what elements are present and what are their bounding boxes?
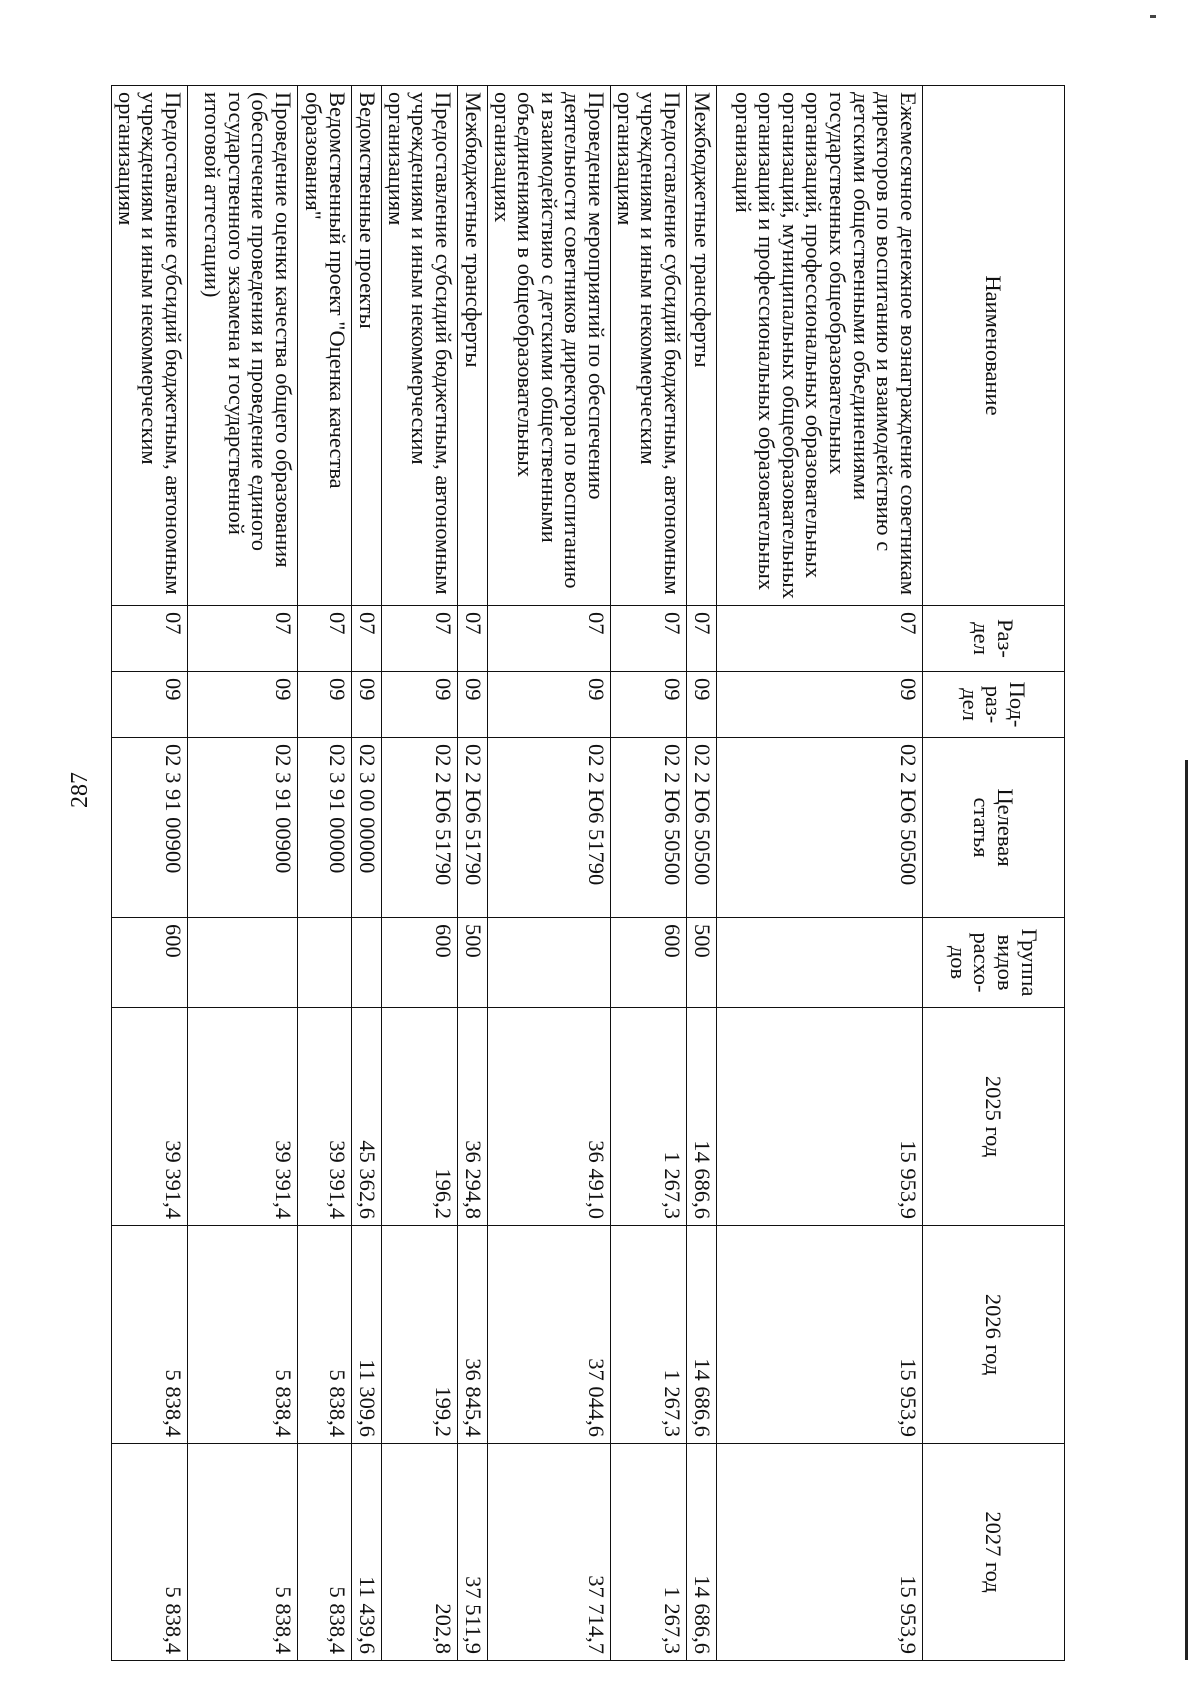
cell-target: 02 2 Ю6 50500 (611, 738, 687, 918)
cell-razdel: 07 (112, 606, 188, 672)
cell-2025: 36 294,8 (458, 1008, 488, 1226)
cell-target: 02 3 91 00900 (112, 738, 188, 918)
cell-razdel: 07 (382, 606, 458, 672)
cell-2026: 199,2 (382, 1226, 458, 1444)
cell-razdel: 07 (188, 606, 298, 672)
cell-razdel: 07 (717, 606, 923, 672)
cell-name: Межбюджетные трансферты (458, 86, 488, 606)
cell-2027: 11 439,6 (352, 1444, 382, 1661)
cell-podrazdel: 09 (458, 672, 488, 738)
cell-name: Предоставление субсидий бюджетным, автономным учреждениям и иным некоммерческим организациям (611, 86, 687, 606)
header-razdel: Раз- дел (923, 606, 1065, 672)
cell-target: 02 2 Ю6 51790 (458, 738, 488, 918)
cell-2027: 14 686,6 (687, 1444, 717, 1661)
cell-2027: 1 267,3 (611, 1444, 687, 1661)
cell-group (298, 918, 352, 1008)
cell-target: 02 2 Ю6 51790 (488, 738, 611, 918)
cell-2025: 45 362,6 (352, 1008, 382, 1226)
header-row (923, 86, 1065, 1661)
header-group: Группа видов расхо- дов (923, 918, 1065, 1008)
header-name: Наименование (923, 86, 1065, 606)
cell-name: Предоставление субсидий бюджетным, автономным учреждениям и иным некоммерческим организациям (112, 86, 188, 606)
cell-target: 02 3 00 00000 (352, 738, 382, 918)
table-row (717, 86, 923, 1661)
cell-target: 02 2 Ю6 50500 (687, 738, 717, 918)
cell-group: 600 (611, 918, 687, 1008)
cell-podrazdel: 09 (112, 672, 188, 738)
cell-2027: 5 838,4 (188, 1444, 298, 1661)
table-row (611, 86, 687, 1661)
cell-name: Ведомственные проекты (352, 86, 382, 606)
cell-name: Предоставление субсидий бюджетным, автономным учреждениям и иным некоммерческим организациям (382, 86, 458, 606)
page-number: 287 (67, 772, 93, 808)
cell-podrazdel: 09 (352, 672, 382, 738)
cell-razdel: 07 (687, 606, 717, 672)
scan-edge-line (1185, 760, 1188, 1660)
cell-2026: 5 838,4 (188, 1226, 298, 1444)
cell-2025: 39 391,4 (112, 1008, 188, 1226)
cell-group (352, 918, 382, 1008)
cell-group (717, 918, 923, 1008)
header-2027: 2027 год (923, 1444, 1065, 1661)
cell-podrazdel: 09 (611, 672, 687, 738)
cell-2027: 37 511,9 (458, 1444, 488, 1661)
cell-group: 600 (382, 918, 458, 1008)
header-target: Целевая статья (923, 738, 1065, 918)
table-row (188, 86, 298, 1661)
cell-group (488, 918, 611, 1008)
header-2025: 2025 год (923, 1008, 1065, 1226)
cell-podrazdel: 09 (188, 672, 298, 738)
cell-podrazdel: 09 (488, 672, 611, 738)
cell-razdel: 07 (488, 606, 611, 672)
cell-2026: 36 845,4 (458, 1226, 488, 1444)
cell-razdel: 07 (611, 606, 687, 672)
table-row (458, 86, 488, 1661)
table-body (112, 86, 923, 1661)
cell-2026: 14 686,6 (687, 1226, 717, 1444)
header-podrazdel: Под- раз- дел (923, 672, 1065, 738)
header-2026: 2026 год (923, 1226, 1065, 1444)
cell-name: Ежемесячное денежное вознаграждение советникам директоров по воспитанию и взаимодействию с детскими общественными объединениями государственных общеобразовательных организаций, профессиональных образовательных организаций, муниципальных общеобразовательных организаций и профессиональных образовательных организаций (717, 86, 923, 606)
cell-group: 500 (687, 918, 717, 1008)
cell-2025: 39 391,4 (188, 1008, 298, 1226)
cell-target: 02 2 Ю6 51790 (382, 738, 458, 918)
cell-name: Ведомственный проект "Оценка качества образования" (298, 86, 352, 606)
cell-2025: 39 391,4 (298, 1008, 352, 1226)
cell-2026: 15 953,9 (717, 1226, 923, 1444)
cell-2027: 202,8 (382, 1444, 458, 1661)
table-row (687, 86, 717, 1661)
cell-razdel: 07 (298, 606, 352, 672)
cell-podrazdel: 09 (687, 672, 717, 738)
scan-speck (1150, 15, 1156, 18)
cell-2025: 36 491,0 (488, 1008, 611, 1226)
cell-2026: 37 044,6 (488, 1226, 611, 1444)
cell-2026: 5 838,4 (112, 1226, 188, 1444)
cell-podrazdel: 09 (298, 672, 352, 738)
cell-razdel: 07 (352, 606, 382, 672)
table-row (382, 86, 458, 1661)
table-row (488, 86, 611, 1661)
cell-group (188, 918, 298, 1008)
cell-target: 02 2 Ю6 50500 (717, 738, 923, 918)
cell-2026: 5 838,4 (298, 1226, 352, 1444)
cell-2027: 5 838,4 (112, 1444, 188, 1661)
cell-2027: 15 953,9 (717, 1444, 923, 1661)
cell-2025: 196,2 (382, 1008, 458, 1226)
cell-name: Проведение оценки качества общего образования (обеспечение проведения и проведение единого государственного экзамена и государственной итоговой аттестации) (188, 86, 298, 606)
cell-2027: 5 838,4 (298, 1444, 352, 1661)
table-row (298, 86, 352, 1661)
cell-2025: 15 953,9 (717, 1008, 923, 1226)
cell-name: Межбюджетные трансферты (687, 86, 717, 606)
table-header (923, 86, 1065, 1661)
cell-2027: 37 714,7 (488, 1444, 611, 1661)
cell-target: 02 3 91 00900 (188, 738, 298, 918)
cell-podrazdel: 09 (382, 672, 458, 738)
budget-table-rotated (113, 85, 1065, 1660)
cell-2026: 11 309,6 (352, 1226, 382, 1444)
budget-table (111, 85, 1065, 1661)
cell-group: 500 (458, 918, 488, 1008)
cell-target: 02 3 91 00000 (298, 738, 352, 918)
cell-2026: 1 267,3 (611, 1226, 687, 1444)
cell-2025: 1 267,3 (611, 1008, 687, 1226)
cell-2025: 14 686,6 (687, 1008, 717, 1226)
cell-name: Проведение мероприятий по обеспечению деятельности советников директора по воспитанию и взаимодействию с детскими общественными объединениями в общеобразовательных организациях (488, 86, 611, 606)
cell-group: 600 (112, 918, 188, 1008)
cell-podrazdel: 09 (717, 672, 923, 738)
table-row (352, 86, 382, 1661)
table-row (112, 86, 188, 1661)
cell-razdel: 07 (458, 606, 488, 672)
